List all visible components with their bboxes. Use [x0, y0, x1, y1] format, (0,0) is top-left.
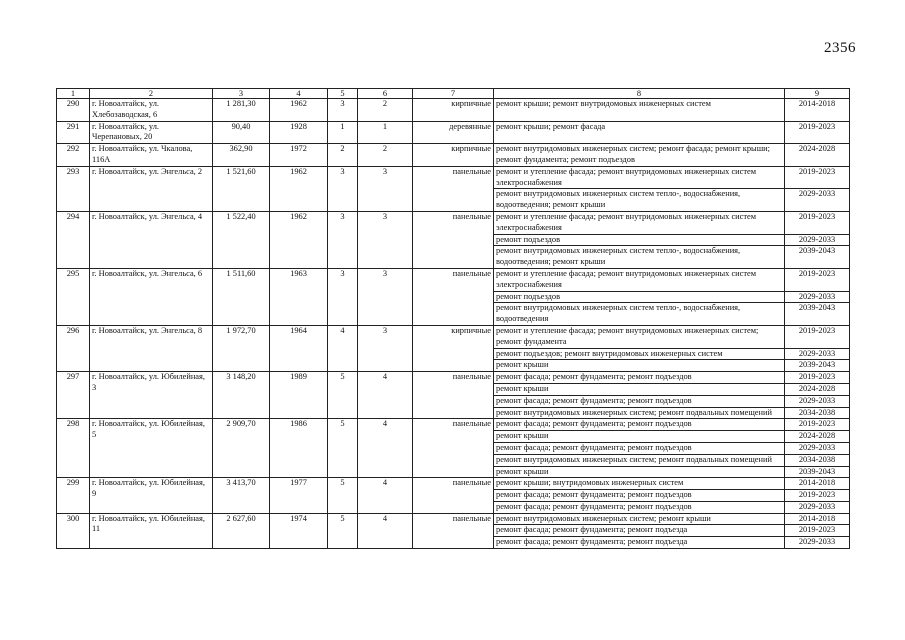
- column-header: 1: [57, 89, 90, 99]
- row-number: 290: [57, 99, 90, 122]
- entrances-cell: 2: [358, 144, 413, 167]
- address-cell: г. Новоалтайск, ул. Хлебозаводская, 6: [90, 99, 213, 122]
- period-cell: 2024-2028: [785, 383, 850, 395]
- wall-material-cell: панельные: [413, 211, 494, 268]
- area-cell: 1 281,30: [213, 99, 270, 122]
- year-cell: 1974: [270, 513, 328, 548]
- period-cell: 2034-2038: [785, 454, 850, 466]
- floors-cell: 4: [328, 325, 358, 371]
- work-type-cell: ремонт фасада; ремонт фундамента; ремонт подъезда: [494, 537, 785, 549]
- year-cell: 1928: [270, 121, 328, 144]
- work-type-cell: ремонт крыши: [494, 431, 785, 443]
- row-number: 296: [57, 325, 90, 371]
- row-number: 294: [57, 211, 90, 268]
- column-header: 4: [270, 89, 328, 99]
- table-row: [57, 166, 850, 189]
- work-type-cell: ремонт крыши: [494, 466, 785, 478]
- period-cell: 2019-2023: [785, 490, 850, 502]
- address-cell: г. Новоалтайск, ул. Юбилейная, 3: [90, 372, 213, 419]
- column-header: 7: [413, 89, 494, 99]
- year-cell: 1964: [270, 325, 328, 371]
- period-cell: 2029-2033: [785, 291, 850, 303]
- work-type-cell: ремонт фасада; ремонт фундамента; ремонт подъездов: [494, 490, 785, 502]
- work-type-cell: ремонт подъездов: [494, 234, 785, 246]
- address-cell: г. Новоалтайск, ул. Энгельса, 2: [90, 166, 213, 211]
- address-cell: г. Новоалтайск, ул. Энгельса, 4: [90, 211, 213, 268]
- period-cell: 2029-2033: [785, 348, 850, 360]
- table-row: [57, 121, 850, 144]
- table-body: [57, 99, 850, 549]
- period-cell: 2019-2023: [785, 525, 850, 537]
- table-row: [57, 513, 850, 525]
- year-cell: 1962: [270, 99, 328, 122]
- period-cell: 2039-2043: [785, 360, 850, 372]
- period-cell: 2029-2033: [785, 189, 850, 212]
- work-type-cell: ремонт и утепление фасада; ремонт внутридомовых инженерных систем электроснабжения: [494, 268, 785, 291]
- address-cell: г. Новоалтайск, ул. Энгельса, 8: [90, 325, 213, 371]
- entrances-cell: 4: [358, 419, 413, 478]
- row-number: 298: [57, 419, 90, 478]
- column-number-row: [57, 89, 850, 99]
- year-cell: 1972: [270, 144, 328, 167]
- period-cell: 2039-2043: [785, 466, 850, 478]
- floors-cell: 3: [328, 268, 358, 325]
- table-row: [57, 144, 850, 167]
- period-cell: 2029-2033: [785, 234, 850, 246]
- work-type-cell: ремонт крыши; ремонт внутридомовых инженерных систем: [494, 99, 785, 122]
- period-cell: 2034-2038: [785, 407, 850, 419]
- page-number: 2356: [824, 40, 856, 56]
- wall-material-cell: панельные: [413, 513, 494, 548]
- area-cell: 1 522,40: [213, 211, 270, 268]
- period-cell: 2029-2033: [785, 442, 850, 454]
- work-type-cell: ремонт крыши; ремонт фасада: [494, 121, 785, 144]
- period-cell: 2029-2033: [785, 537, 850, 549]
- area-cell: 3 148,20: [213, 372, 270, 419]
- work-type-cell: ремонт и утепление фасада; ремонт внутридомовых инженерных систем электроснабжения: [494, 211, 785, 234]
- year-cell: 1986: [270, 419, 328, 478]
- entrances-cell: 4: [358, 372, 413, 419]
- column-header: 9: [785, 89, 850, 99]
- period-cell: 2039-2043: [785, 246, 850, 269]
- area-cell: 1 972,70: [213, 325, 270, 371]
- wall-material-cell: панельные: [413, 166, 494, 211]
- work-type-cell: ремонт крыши: [494, 383, 785, 395]
- entrances-cell: 4: [358, 478, 413, 513]
- work-type-cell: ремонт фасада; ремонт фундамента; ремонт подъезда: [494, 525, 785, 537]
- period-cell: 2024-2028: [785, 431, 850, 443]
- row-number: 295: [57, 268, 90, 325]
- year-cell: 1977: [270, 478, 328, 513]
- row-number: 299: [57, 478, 90, 513]
- work-type-cell: ремонт внутридомовых инженерных систем тепло-, водоснабжения, водоотведения; ремонт крыши: [494, 246, 785, 269]
- column-header: 6: [358, 89, 413, 99]
- area-cell: 2 627,60: [213, 513, 270, 548]
- table-row: [57, 325, 850, 348]
- work-type-cell: ремонт внутридомовых инженерных систем; ремонт подвальных помещений: [494, 454, 785, 466]
- wall-material-cell: панельные: [413, 268, 494, 325]
- entrances-cell: 4: [358, 513, 413, 548]
- wall-material-cell: панельные: [413, 419, 494, 478]
- table-row: [57, 268, 850, 291]
- table-row: [57, 372, 850, 384]
- entrances-cell: 3: [358, 325, 413, 371]
- area-cell: 3 413,70: [213, 478, 270, 513]
- wall-material-cell: панельные: [413, 478, 494, 513]
- work-type-cell: ремонт подъездов; ремонт внутридомовых инженерных систем: [494, 348, 785, 360]
- floors-cell: 3: [328, 166, 358, 211]
- period-cell: 2019-2023: [785, 211, 850, 234]
- work-type-cell: ремонт внутридомовых инженерных систем; ремонт крыши: [494, 513, 785, 525]
- floors-cell: 3: [328, 211, 358, 268]
- area-cell: 362,90: [213, 144, 270, 167]
- floors-cell: 5: [328, 513, 358, 548]
- entrances-cell: 1: [358, 121, 413, 144]
- address-cell: г. Новоалтайск, ул. Черепановых, 20: [90, 121, 213, 144]
- work-type-cell: ремонт фасада; ремонт фундамента; ремонт подъездов: [494, 419, 785, 431]
- work-type-cell: ремонт внутридомовых инженерных систем тепло-, водоснабжения, водоотведения: [494, 303, 785, 326]
- wall-material-cell: деревянные: [413, 121, 494, 144]
- area-cell: 1 511,60: [213, 268, 270, 325]
- table-row: [57, 478, 850, 490]
- period-cell: 2019-2023: [785, 121, 850, 144]
- work-type-cell: ремонт крыши: [494, 360, 785, 372]
- work-type-cell: ремонт подъездов: [494, 291, 785, 303]
- period-cell: 2019-2023: [785, 166, 850, 189]
- table-row: [57, 419, 850, 431]
- entrances-cell: 3: [358, 211, 413, 268]
- address-cell: г. Новоалтайск, ул. Юбилейная, 9: [90, 478, 213, 513]
- work-type-cell: ремонт фасада; ремонт фундамента; ремонт подъездов: [494, 372, 785, 384]
- area-cell: 1 521,60: [213, 166, 270, 211]
- period-cell: 2029-2033: [785, 395, 850, 407]
- floors-cell: 1: [328, 121, 358, 144]
- address-cell: г. Новоалтайск, ул. Юбилейная, 5: [90, 419, 213, 478]
- work-type-cell: ремонт фасада; ремонт фундамента; ремонт подъездов: [494, 395, 785, 407]
- column-header: 2: [90, 89, 213, 99]
- period-cell: 2024-2028: [785, 144, 850, 167]
- row-number: 300: [57, 513, 90, 548]
- entrances-cell: 3: [358, 166, 413, 211]
- column-header: 3: [213, 89, 270, 99]
- address-cell: г. Новоалтайск, ул. Чкалова, 116А: [90, 144, 213, 167]
- row-number: 291: [57, 121, 90, 144]
- row-number: 297: [57, 372, 90, 419]
- work-type-cell: ремонт внутридомовых инженерных систем; ремонт подвальных помещений: [494, 407, 785, 419]
- address-cell: г. Новоалтайск, ул. Юбилейная, 11: [90, 513, 213, 548]
- floors-cell: 2: [328, 144, 358, 167]
- work-type-cell: ремонт фасада; ремонт фундамента; ремонт подъездов: [494, 442, 785, 454]
- year-cell: 1962: [270, 211, 328, 268]
- period-cell: 2029-2033: [785, 501, 850, 513]
- column-header: 5: [328, 89, 358, 99]
- floors-cell: 5: [328, 419, 358, 478]
- period-cell: 2019-2023: [785, 268, 850, 291]
- table-row: [57, 211, 850, 234]
- wall-material-cell: кирпичные: [413, 99, 494, 122]
- wall-material-cell: кирпичные: [413, 325, 494, 371]
- floors-cell: 5: [328, 372, 358, 419]
- floors-cell: 3: [328, 99, 358, 122]
- work-type-cell: ремонт крыши; внутридомовых инженерных систем: [494, 478, 785, 490]
- period-cell: 2019-2023: [785, 372, 850, 384]
- area-cell: 2 909,70: [213, 419, 270, 478]
- period-cell: 2019-2023: [785, 419, 850, 431]
- area-cell: 90,40: [213, 121, 270, 144]
- floors-cell: 5: [328, 478, 358, 513]
- table-row: [57, 99, 850, 122]
- period-cell: 2019-2023: [785, 325, 850, 348]
- work-type-cell: ремонт внутридомовых инженерных систем; ремонт фасада; ремонт крыши; ремонт фундамента; ремонт подъездов: [494, 144, 785, 167]
- year-cell: 1963: [270, 268, 328, 325]
- period-cell: 2039-2043: [785, 303, 850, 326]
- entrances-cell: 2: [358, 99, 413, 122]
- work-type-cell: ремонт фасада; ремонт фундамента; ремонт подъездов: [494, 501, 785, 513]
- year-cell: 1989: [270, 372, 328, 419]
- entrances-cell: 3: [358, 268, 413, 325]
- column-header: 8: [494, 89, 785, 99]
- period-cell: 2014-2018: [785, 478, 850, 490]
- address-cell: г. Новоалтайск, ул. Энгельса, 6: [90, 268, 213, 325]
- year-cell: 1962: [270, 166, 328, 211]
- wall-material-cell: кирпичные: [413, 144, 494, 167]
- work-type-cell: ремонт и утепление фасада; ремонт внутридомовых инженерных систем; ремонт фундамента: [494, 325, 785, 348]
- period-cell: 2014-2018: [785, 513, 850, 525]
- period-cell: 2014-2018: [785, 99, 850, 122]
- repair-schedule-table: [56, 88, 850, 549]
- work-type-cell: ремонт внутридомовых инженерных систем тепло-, водоснабжения, водоотведения; ремонт крыши: [494, 189, 785, 212]
- row-number: 293: [57, 166, 90, 211]
- wall-material-cell: панельные: [413, 372, 494, 419]
- row-number: 292: [57, 144, 90, 167]
- work-type-cell: ремонт и утепление фасада; ремонт внутридомовых инженерных систем электроснабжения: [494, 166, 785, 189]
